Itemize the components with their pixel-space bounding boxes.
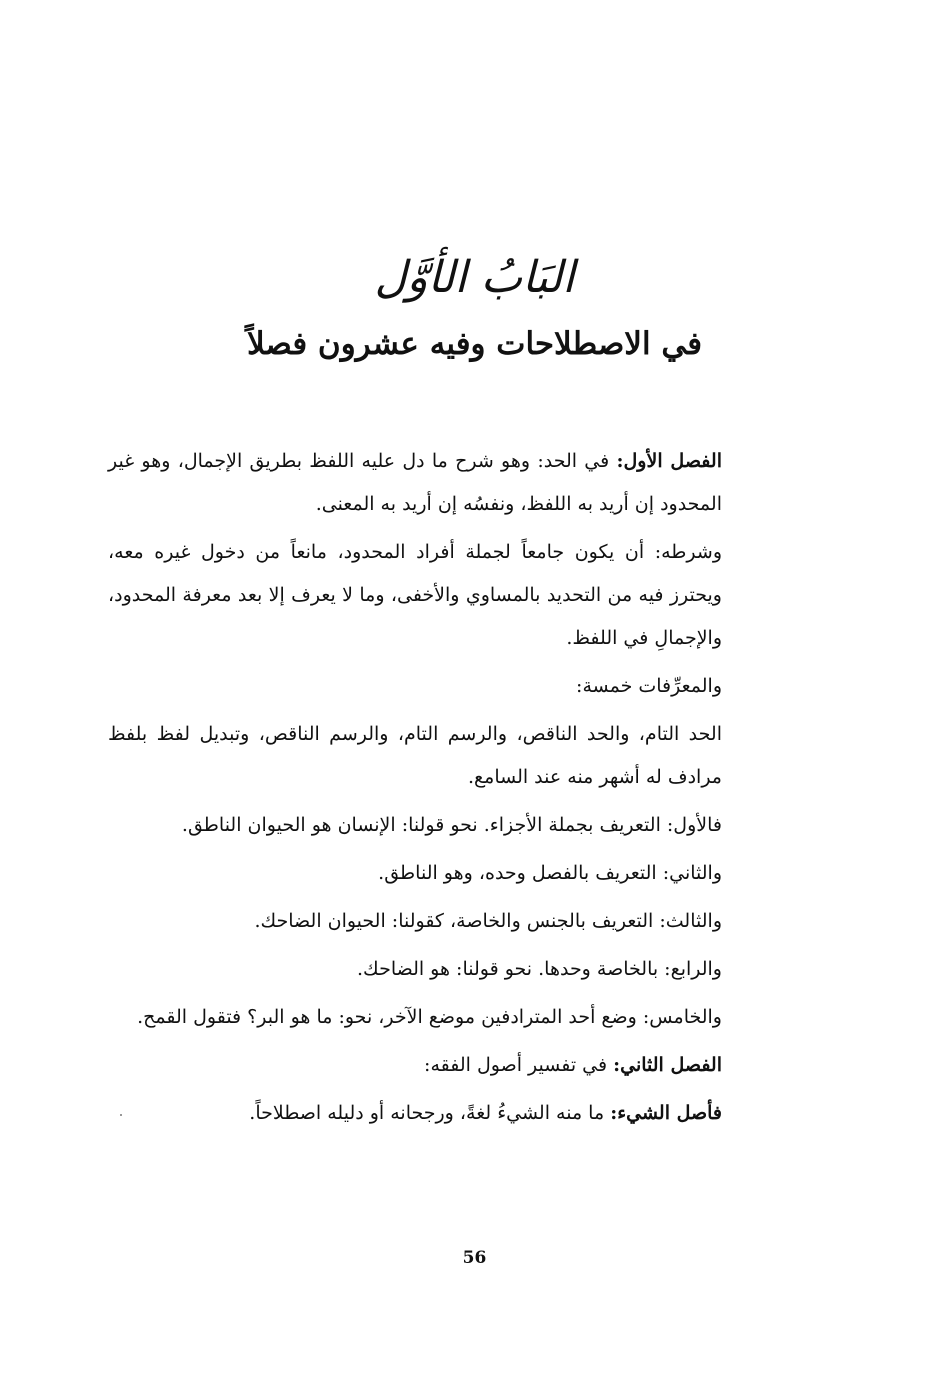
paragraph-text: الحد التام، والحد الناقص، والرسم التام، والرسم الناقص، وتبديل لفظ بلفظ مرادف له أشهر منه عند السامع. (108, 723, 722, 788)
paragraph (108, 440, 748, 526)
paragraph (108, 948, 748, 991)
section-heading: الفصل الأول: (616, 450, 722, 472)
paragraph-text: ما منه الشيءُ لغةً، ورجحانه أو دليله اصطلاحاً. (249, 1102, 611, 1124)
page-number: 56 (462, 1248, 487, 1268)
paragraph (108, 900, 748, 943)
paragraph-text: في تفسير أصول الفقه: (424, 1054, 614, 1076)
paragraph (108, 531, 748, 660)
paragraph (108, 804, 748, 847)
paragraph (108, 1044, 748, 1087)
paragraph-text: في الحد: وهو شرح ما دل عليه اللفظ بطريق الإجمال، وهو غير المحدود إن أريد به اللفظ، ونفسُه إن أريد به المعنى. (108, 450, 722, 515)
paragraph-text: وشرطه: أن يكون جامعاً لجملة أفراد المحدود، مانعاً من دخول غيره معه، ويحترز فيه من التحديد بالمساوي والأخفى، وما لا يعرف إلا بعد معرفة المحدود، والإجمالِ في اللفظ. (108, 541, 722, 649)
paragraph-text: فالأول: التعريف بجملة الأجزاء. نحو قولنا: الإنسان هو الحيوان الناطق. (181, 814, 722, 836)
paragraph (108, 852, 748, 895)
speck (120, 1114, 122, 1116)
section-heading: الفصل الثاني: (613, 1054, 722, 1076)
term-heading: فأصل الشيء: (610, 1102, 722, 1124)
chapter-title: البَابُ الأوَّل (374, 252, 575, 303)
paragraph-text: والخامس: وضع أحد المترادفين موضع الآخر، نحو: ما هو البر؟ فتقول القمح. (137, 1006, 722, 1028)
paragraph (108, 665, 748, 708)
paragraph (108, 996, 748, 1039)
paragraph (108, 1092, 748, 1135)
paragraph-text: والمعرِّفات خمسة: (576, 675, 722, 697)
body-text (108, 440, 748, 1140)
chapter-subtitle: في الاصطلاحات وفيه عشرون فصلاً (246, 326, 703, 362)
paragraph-text: والرابع: بالخاصة وحدها. نحو قولنا: هو الضاحك. (357, 958, 722, 980)
paragraph (108, 713, 748, 799)
paragraph-text: والثاني: التعريف بالفصل وحده، وهو الناطق. (378, 862, 722, 884)
paragraph-text: والثالث: التعريف بالجنس والخاصة، كقولنا: الحيوان الضاحك. (254, 910, 722, 932)
title-block (0, 248, 949, 366)
